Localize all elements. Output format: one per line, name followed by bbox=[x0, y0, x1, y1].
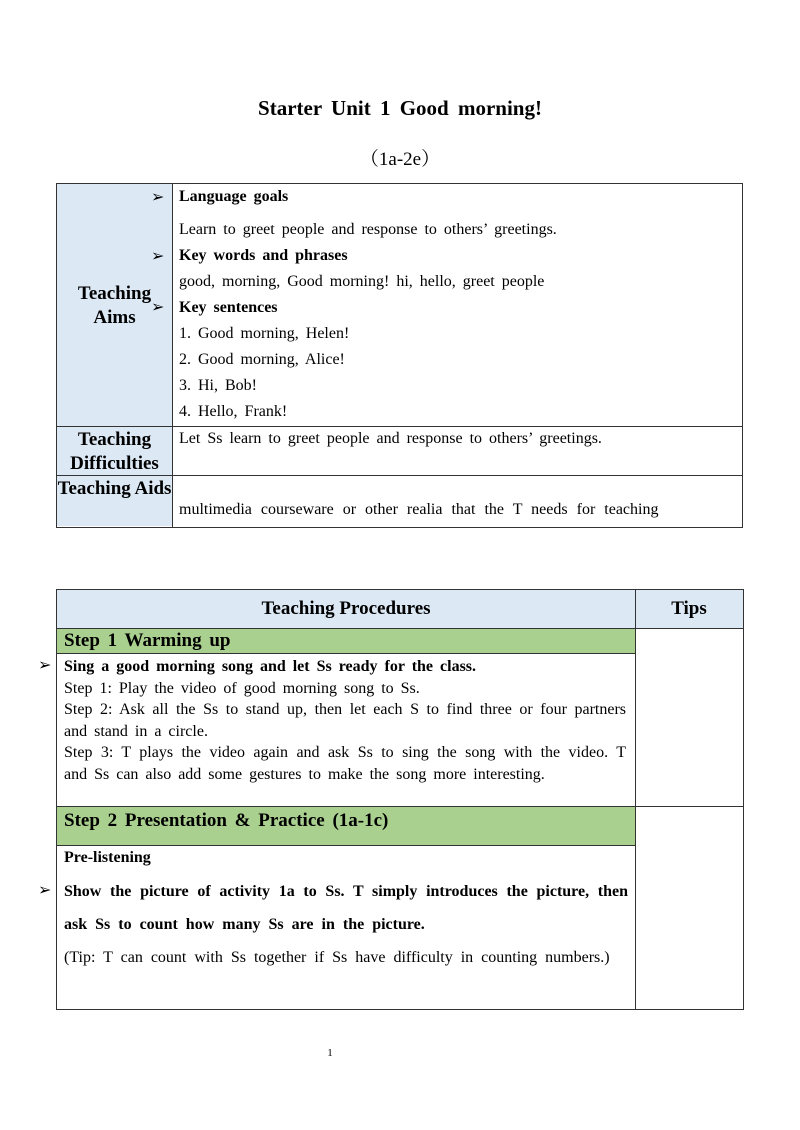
step1-heading: Step 1 Warming up bbox=[64, 630, 231, 651]
bullet-arrow-icon: ➢ bbox=[38, 657, 52, 674]
procedures-header: Teaching Procedures bbox=[261, 598, 431, 619]
step1-detail: Step 2: Ask all the Ss to stand up, then let each S to find three or four partners and stand in a circle. bbox=[64, 701, 626, 740]
row-divider bbox=[57, 653, 635, 654]
column-divider bbox=[635, 590, 636, 1009]
teaching-procedures-table bbox=[56, 589, 744, 1010]
language-goals-heading: Language goals bbox=[179, 188, 289, 205]
teaching-aids-label: Teaching Aids bbox=[57, 478, 172, 499]
teaching-aims-label: Teaching Aims bbox=[77, 283, 152, 328]
key-sentence: 1. Good morning, Helen! bbox=[179, 325, 350, 342]
bullet-arrow-icon: ➢ bbox=[38, 882, 52, 899]
key-sentence: 2. Good morning, Alice! bbox=[179, 351, 345, 368]
step1-detail: Step 1: Play the video of good morning song to Ss. bbox=[64, 679, 420, 697]
bullet-arrow-icon: ➢ bbox=[151, 189, 165, 206]
step1-detail: Step 3: T plays the video again and ask Ss to sing the song with the video. T and Ss can also add some gestures to make the song more interesting. bbox=[64, 744, 626, 783]
document-title: Starter Unit 1 Good morning! bbox=[258, 96, 542, 120]
difficulties-text: Let Ss learn to greet people and response to others’ greetings. bbox=[179, 430, 602, 447]
step1-body bbox=[64, 656, 626, 785]
teaching-difficulties-label: Teaching Difficulties bbox=[70, 429, 159, 474]
teaching-aims-table bbox=[56, 183, 743, 528]
language-goals-text: Learn to greet people and response to others’ greetings. bbox=[179, 221, 557, 238]
step2-main-point: Show the picture of activity 1a to Ss. T simply introduces the picture, then ask Ss to count how many Ss are in the picture. bbox=[64, 883, 628, 933]
bullet-arrow-icon: ➢ bbox=[151, 299, 165, 316]
step2-tip: (Tip: T can count with Ss together if Ss have difficulty in counting numbers.) bbox=[64, 949, 610, 966]
key-words-heading: Key words and phrases bbox=[179, 247, 348, 264]
key-sentence: 4. Hello, Frank! bbox=[179, 403, 288, 420]
step2-heading: Step 2 Presentation & Practice (1a-1c) bbox=[64, 810, 389, 831]
aids-text: multimedia courseware or other realia that the T needs for teaching bbox=[179, 501, 659, 518]
step2-body bbox=[64, 847, 628, 974]
pre-listening-heading: Pre-listening bbox=[64, 849, 151, 866]
row-divider bbox=[57, 845, 635, 846]
key-sentences-heading: Key sentences bbox=[179, 299, 278, 316]
key-words-text: good, morning, Good morning! hi, hello, greet people bbox=[179, 273, 545, 290]
bullet-arrow-icon: ➢ bbox=[151, 248, 165, 265]
page-number: 1 bbox=[327, 1047, 333, 1059]
key-sentence: 3. Hi, Bob! bbox=[179, 377, 257, 394]
step1-main-point: Sing a good morning song and let Ss ready for the class. bbox=[64, 658, 477, 675]
tips-header: Tips bbox=[671, 598, 707, 619]
document-subtitle: （1a-2e） bbox=[359, 149, 441, 170]
